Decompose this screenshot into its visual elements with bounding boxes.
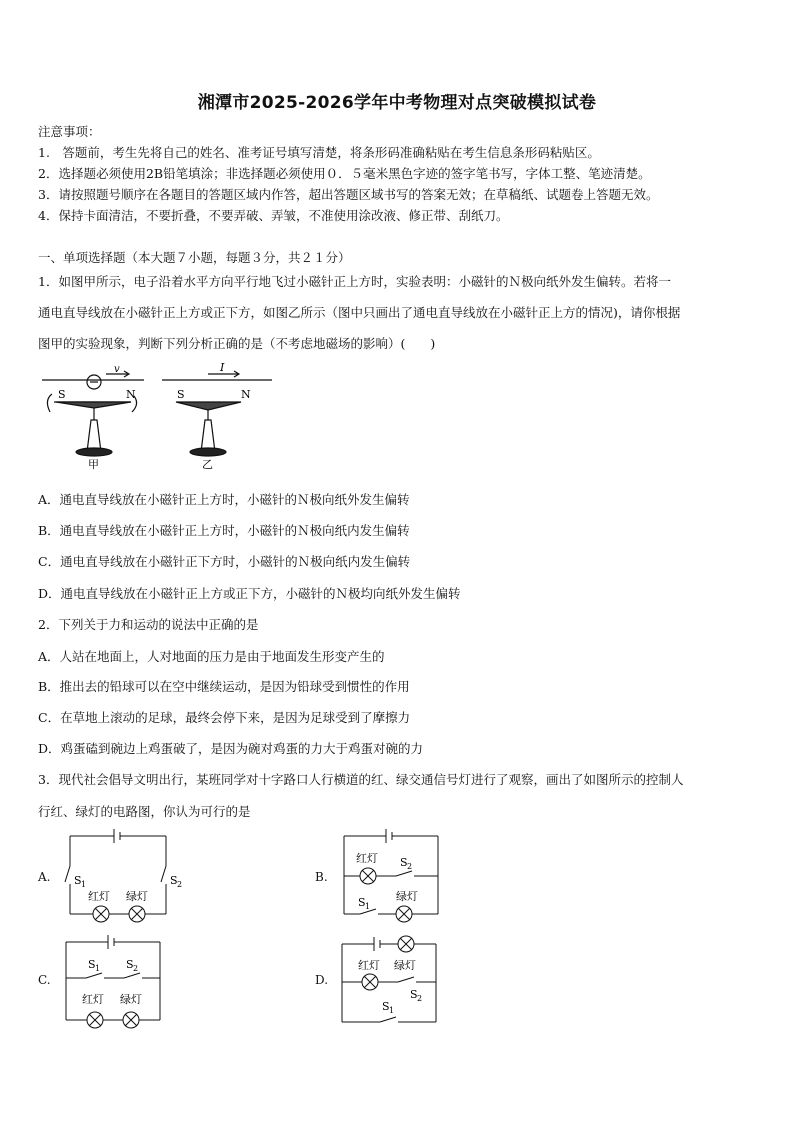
south-label: S <box>58 388 66 401</box>
figure-label-yi: 乙 <box>202 458 213 471</box>
notice-item: 4．保持卡面清洁，不要折叠，不要弄破、弄皱，不准使用涂改液、修正带、刮纸刀。 <box>38 208 509 223</box>
switch-s1-label: S <box>358 896 366 909</box>
section-heading: 一、单项选择题（本大题７小题，每题３分，共２１分） <box>38 250 351 265</box>
q2-option-c: C．在草地上滚动的足球，最终会停下来，是因为足球受到了摩擦力 <box>38 710 411 725</box>
svg-text:1: 1 <box>95 964 101 973</box>
exam-title: 湘潭市2025-2026学年中考物理对点突破模拟试卷 <box>197 93 597 113</box>
notice-item: 3．请按照题号顺序在各题目的答题区域内作答，超出答题区域书写的答案无效；在草稿纸、试题卷上答题无效。 <box>38 187 659 202</box>
svg-text:1: 1 <box>81 880 87 889</box>
svg-text:2: 2 <box>133 964 139 973</box>
q2-option-b: B．推出去的铅球可以在空中继续运动，是因为铅球受到惯性的作用 <box>38 679 410 694</box>
q1-option-d: D．通电直导线放在小磁针正上方或正下方，小磁针的Ｎ极均向纸外发生偏转 <box>38 586 461 601</box>
notice-item: 2．选择题必须使用2B铅笔填涂；非选择题必须使用０．５毫米黑色字迹的签字笔书写，字体工整、笔迹清楚。 <box>38 166 651 181</box>
red-light-label: 红灯 <box>82 993 104 1006</box>
q1-stem-line: 图甲的实验现象，判断下列分析正确的是（不考虑地磁场的影响）( ) <box>38 336 436 351</box>
q1-option-a: A．通电直导线放在小磁针正上方时，小磁针的Ｎ极向纸外发生偏转 <box>38 492 410 507</box>
green-light-label: 绿灯 <box>126 890 148 903</box>
south-label: S <box>177 388 185 401</box>
q1-figure <box>36 360 276 472</box>
green-light-label: 绿灯 <box>394 959 416 972</box>
q2-option-d: D．鸡蛋磕到碗边上鸡蛋破了，是因为碗对鸡蛋的力大于鸡蛋对碗的力 <box>38 741 424 756</box>
current-label: I <box>220 361 225 374</box>
north-label: N <box>126 388 136 401</box>
red-light-label: 红灯 <box>356 852 378 865</box>
circuit-a <box>60 826 190 926</box>
svg-text:2: 2 <box>407 862 413 871</box>
circuit-d <box>336 930 446 1030</box>
red-light-label: 红灯 <box>88 890 110 903</box>
q3-option-d-label: D. <box>315 973 329 987</box>
switch-s2-label: S <box>410 988 418 1001</box>
q3-option-a-label: A. <box>38 870 51 884</box>
switch-s1-label: S <box>74 874 82 887</box>
q1-option-c: C．通电直导线放在小磁针正下方时，小磁针的Ｎ极向纸内发生偏转 <box>38 554 411 569</box>
switch-s2-label: S <box>170 874 178 887</box>
svg-text:2: 2 <box>417 994 423 1003</box>
notice-heading: 注意事项： <box>38 124 101 139</box>
rotation-arrow-left <box>47 394 52 412</box>
velocity-label: v <box>114 364 120 375</box>
switch-s1-label: S <box>88 958 96 971</box>
q2-option-a: A．人站在地面上，人对地面的压力是由于地面发生形变产生的 <box>38 649 385 664</box>
switch-s2-label: S <box>126 958 134 971</box>
q2-stem: 2．下列关于力和运动的说法中正确的是 <box>38 617 259 632</box>
q1-stem-line: 通电直导线放在小磁针正上方或正下方，如图乙所示（图中只画出了通电直导线放在小磁针正上方的情况)，请你根据 <box>38 305 681 320</box>
green-light-label: 绿灯 <box>396 890 418 903</box>
circuit-b <box>336 826 446 926</box>
q3-option-c-label: C. <box>38 973 51 987</box>
figure-label-jia: 甲 <box>88 458 99 471</box>
q1-option-b: B．通电直导线放在小磁针正上方时，小磁针的Ｎ极向纸内发生偏转 <box>38 523 410 538</box>
svg-text:1: 1 <box>389 1006 395 1015</box>
q3-option-b-label: B. <box>315 870 328 884</box>
red-light-label: 红灯 <box>358 959 380 972</box>
switch-s2-label: S <box>400 856 408 869</box>
q3-stem-line: 3．现代社会倡导文明出行，某班同学对十字路口人行横道的红、绿交通信号灯进行了观察，画出了如图所示的控制人 <box>38 772 684 787</box>
north-label: N <box>241 388 251 401</box>
svg-text:2: 2 <box>177 880 183 889</box>
circuit-c <box>60 930 170 1030</box>
q1-stem-line: 1．如图甲所示，电子沿着水平方向平行地飞过小磁针正上方时，实验表明：小磁针的Ｎ极向纸外发生偏转。若将一 <box>38 274 671 289</box>
green-light-label: 绿灯 <box>120 993 142 1006</box>
q3-stem-line: 行红、绿灯的电路图，你认为可行的是 <box>38 804 251 819</box>
switch-s1-label: S <box>382 1000 390 1013</box>
notice-item: 1. 答题前，考生先将自己的姓名、准考证号填写清楚，将条形码准确粘贴在考生信息条形码粘贴区。 <box>38 145 600 160</box>
svg-text:1: 1 <box>365 902 371 911</box>
